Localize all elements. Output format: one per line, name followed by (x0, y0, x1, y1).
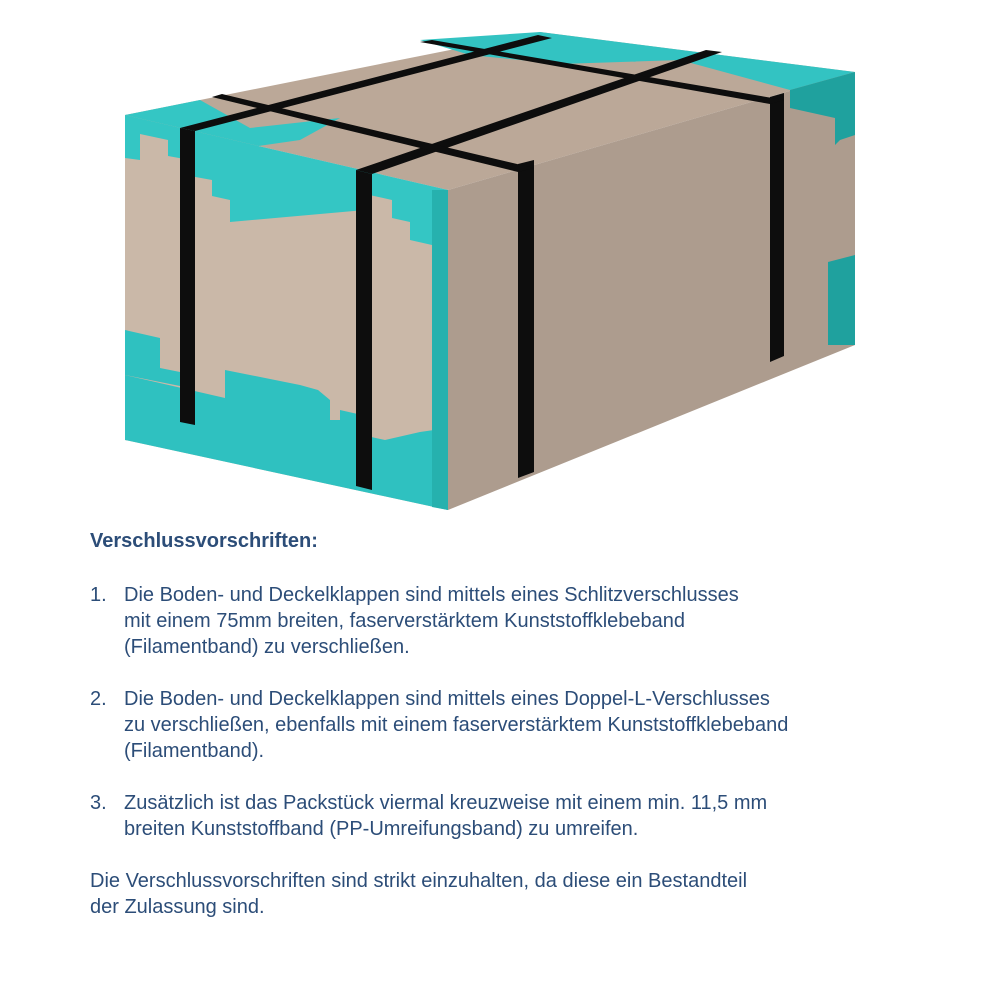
rule-item-1 (90, 582, 960, 660)
rule-text: Die Boden- und Deckelklappen sind mittels eines Schlitzverschlusses mit einem 75mm breiten, faserverstärktem Kunststoffklebeband (Filamentband) zu verschließen. (124, 584, 739, 658)
rule-item-3 (90, 790, 960, 842)
side-teal-corner-bottom (828, 255, 855, 345)
rule-number: 3. (90, 792, 107, 814)
rule-text: Die Boden- und Deckelklappen sind mittels eines Doppel-L-Verschlusses zu verschließen, ebenfalls mit einem faserverstärktem Kunststoffklebeband (Filamentband). (124, 688, 789, 762)
rule-number: 2. (90, 688, 107, 710)
rule-number: 1. (90, 584, 107, 606)
strap-side-right (770, 93, 784, 362)
strap-front-right (356, 170, 372, 490)
strap-front-left (180, 128, 195, 425)
instructions-block (90, 528, 960, 920)
rules-list (90, 582, 960, 842)
rule-text: Zusätzlich ist das Packstück viermal kreuzweise mit einem min. 11,5 mm breiten Kunststoffband (PP-Umreifungsband) zu umreifen. (124, 792, 768, 840)
strap-side-left (518, 160, 534, 478)
rule-item-2 (90, 686, 960, 764)
instructions-heading: Verschlussvorschriften: (90, 530, 318, 552)
compliance-note: Die Verschlussvorschriften sind strikt einzuhalten, da diese ein Bestandteil der Zulassung sind. (90, 870, 748, 918)
box-teal-vertical-edge (432, 190, 448, 510)
